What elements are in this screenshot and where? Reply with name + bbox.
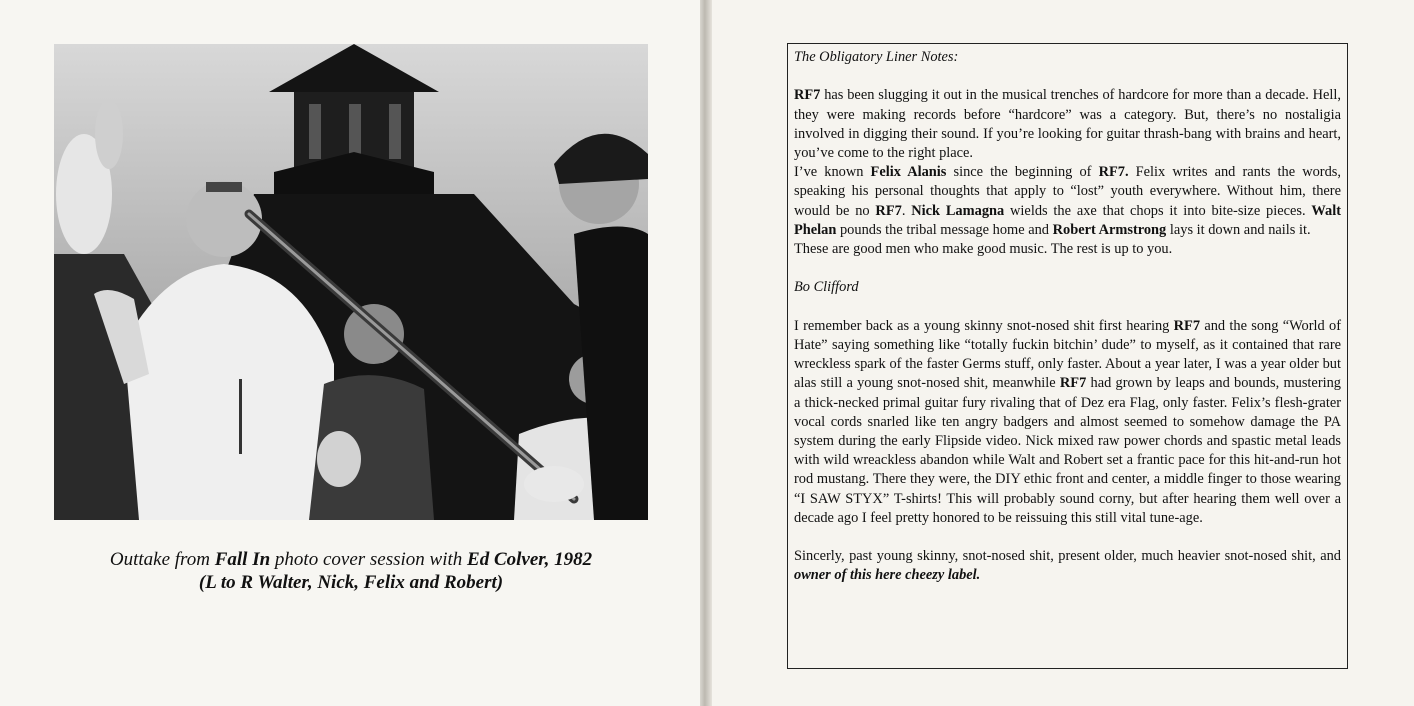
paragraph-text: . (901, 202, 912, 219)
band-name: RF7 (875, 202, 902, 219)
caption-photographer: Ed Colver, 1982 (467, 549, 593, 570)
member-name: Walt Phelan (794, 202, 1341, 238)
band-name: RF7. (1098, 164, 1129, 181)
band-name: RF7 (794, 87, 821, 104)
caption-names: (L to R Walter, Nick, Felix and Robert) (198, 572, 504, 593)
paragraph-2 (794, 163, 1341, 240)
paragraph-text: I’ve known (794, 164, 871, 181)
paragraph-text: lays it down and nails it. (1166, 221, 1311, 238)
caption-line-2 (54, 571, 648, 594)
band-photo-illustration (54, 44, 648, 520)
paragraph-5 (794, 547, 1341, 585)
caption-line-1 (54, 548, 648, 571)
left-page (0, 0, 700, 706)
paragraph-text: wields the axe that chops it into bite-size pieces. (1004, 202, 1312, 219)
paragraph-text: and the song “World of Hate” saying something like “totally fuckin bitchin’ dude” to myself, as it contained that rare wreckless spark of the faster Germs stuff, only faster. About a year later, I was a year older but alas still a young snot-nosed shit, meanwhile (794, 317, 1341, 392)
caption-text: Outtake from (109, 549, 215, 570)
emphasis-text: owner of this here cheezy label. (794, 567, 981, 584)
photo-caption (54, 548, 648, 594)
booklet-spine (700, 0, 712, 706)
paragraph-text: Felix writes and rants the words, speaking his personal thoughts that apply to “lost” youth everywhere. Without him, there would be no (794, 164, 1341, 219)
paragraph-text: pounds the tribal message home and (836, 221, 1053, 238)
band-photo (54, 44, 648, 520)
paragraph-text: since the beginning of (946, 164, 1099, 181)
paragraph-text: I remember back as a young skinny snot-nosed shit first hearing (794, 317, 1174, 334)
caption-album-title: Fall In (214, 549, 271, 570)
band-name: RF7 (1059, 375, 1087, 392)
liner-notes-heading: The Obligatory Liner Notes: (794, 49, 959, 65)
paragraph-text: has been slugging it out in the musical trenches of hardcore for more than a decade. Hell, they were making records before “hardcore” was a category. But, there’s no nostaligia involved in digging their sound. If you’re looking for guitar thrash-bang with brains and heart, you’ve come to the right place. (794, 87, 1341, 161)
paragraph-1 (794, 86, 1341, 163)
band-name: RF7 (1173, 317, 1201, 334)
paragraph-4 (794, 317, 1341, 528)
member-name: Robert Armstrong (1052, 221, 1167, 238)
liner-notes-box (787, 43, 1348, 669)
caption-text: photo cover session with (270, 549, 468, 570)
signature: Bo Clifford (794, 279, 859, 296)
member-name: Felix Alanis (870, 164, 947, 181)
paragraph-3: These are good men who make good music. The rest is up to you. (794, 241, 1173, 258)
paragraph-text: had grown by leaps and bounds, mustering a thick-necked primal guitar fury rivaling that of Dez era Flag, only faster. Felix’s flesh-grater vocal cords snarled like ten angry badgers and almost seemed to somehow damage the PA system during the early Flipside video. Nick mixed raw power chords and spastic metal leads with wild wreackless abandon while Walt and Robert set a frantic pace for this hit-and-run hot rod mustang. There they were, the DIY ethic front and center, a middle finger to those wearing “I SAW STYX” T-shirts! This will probably sound corny, but after hearing them well over a decade ago I feel pretty honored to be reissuing this still vital tune-age. (794, 375, 1341, 526)
paragraph-text: Sincerly, past young skinny, snot-nosed shit, present older, much heavier snot-nosed shit, and (794, 548, 1341, 565)
right-page (712, 0, 1414, 706)
member-name: Nick Lamagna (911, 202, 1005, 219)
